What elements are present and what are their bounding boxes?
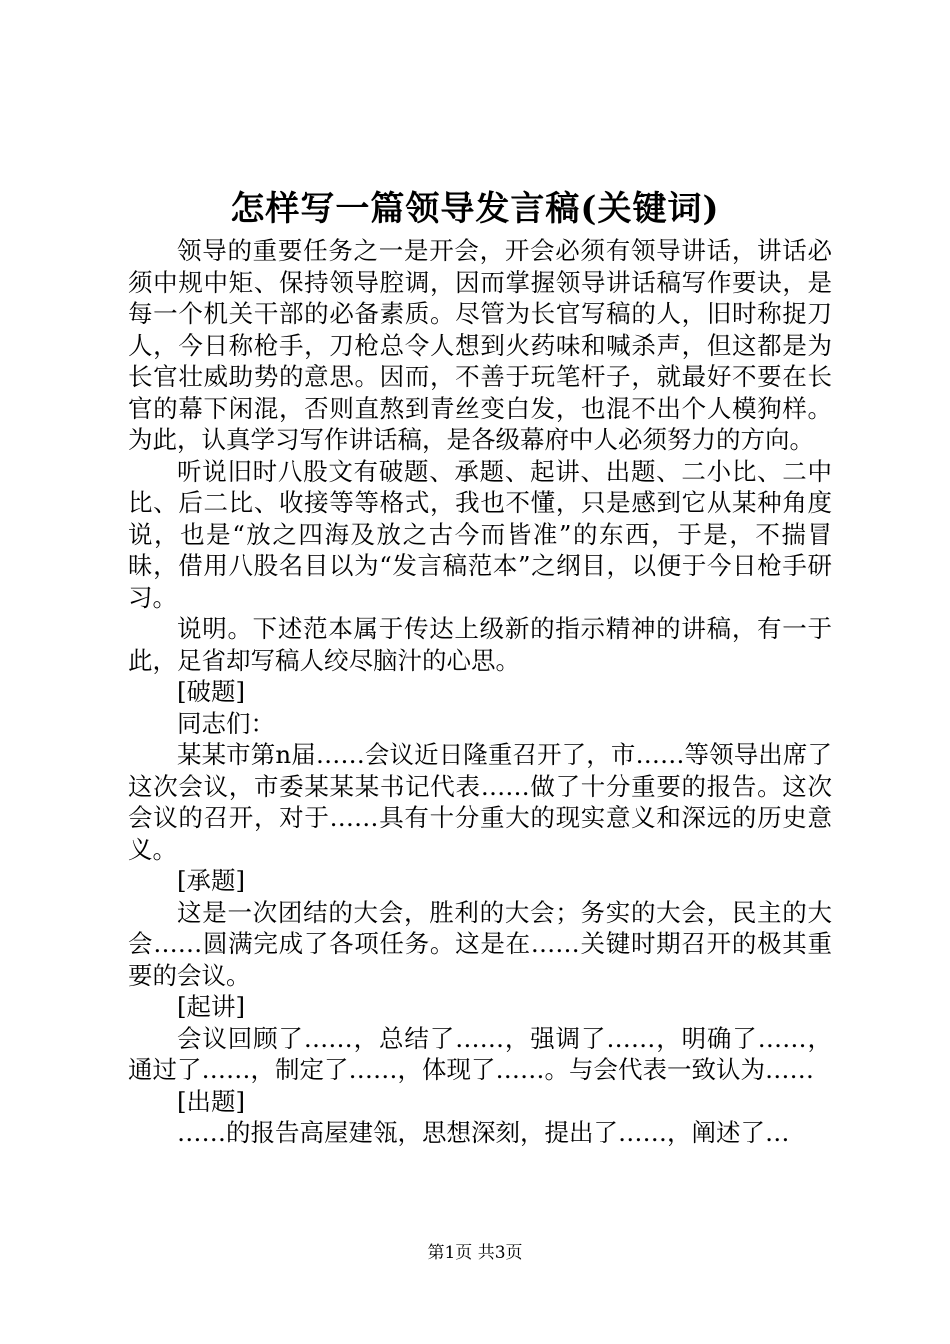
section-heading-chengti: [承题] <box>177 866 246 895</box>
paragraph-poti: 某某市第n届……会议近日隆重召开了，市……等领导出席了这次会议，市委某某某书记代表……做了十分重要的报告。这次会议的召开，对于……具有十分重大的现实意义和深远的历史意义。 <box>128 740 832 864</box>
paragraph-salutation: 同志们： <box>177 708 275 738</box>
paragraph-chengti: 这是一次团结的大会，胜利的大会；务实的大会，民主的大会……圆满完成了各项任务。这是在……关键时期召开的极其重要的会议。 <box>128 897 832 990</box>
document-body <box>128 235 832 1149</box>
paragraph-chuti: ……的报告高屋建瓴，思想深刻，提出了……，阐述了… <box>177 1118 790 1147</box>
paragraph-explanation: 说明。下述范本属于传达上级新的指示精神的讲稿，有一于此，足省却写稿人绞尽脑汁的心思。 <box>128 614 832 675</box>
document-title: 怎样写一篇领导发言稿(关键词) <box>230 189 720 229</box>
paragraph-intro: 领导的重要任务之一是开会，开会必须有领导讲话，讲话必须中规中矩、保持领导腔调，因而掌握领导讲话稿写作要诀，是每一个机关干部的必备素质。尽管为长官写稿的人，旧时称捉刀人，今日称枪手，刀枪总令人想到火药味和喊杀声，但这都是为长官壮威助势的意思。因而，不善于玩笔杆子，就最好不要在长官的幕下闲混，否则直熬到青丝变白发，也混不出个人模狗样。为此，认真学习写作讲话稿，是各级幕府中人必须努力的方向。 <box>128 236 832 454</box>
section-heading-chuti: [出题] <box>177 1086 246 1116</box>
section-heading-poti: [破题] <box>177 677 246 706</box>
paragraph-qijiang: 会议回顾了……，总结了……，强调了……，明确了……，通过了……，制定了……，体现了……。与会代表一致认为…… <box>128 1023 832 1084</box>
paragraph-bagu: 听说旧时八股文有破题、承题、起讲、出题、二小比、二中比、后二比、收接等等格式，我也不懂，只是感到它从某种角度说，也是“放之四海及放之古今而皆准”的东西，于是，不揣冒昧，借用八股名目以为“发言稿范本”之纲目，以便于今日枪手研习。 <box>128 456 832 612</box>
page-footer: 第1页 共3页 <box>427 1243 523 1263</box>
section-heading-qijiang: [起讲] <box>177 992 246 1021</box>
